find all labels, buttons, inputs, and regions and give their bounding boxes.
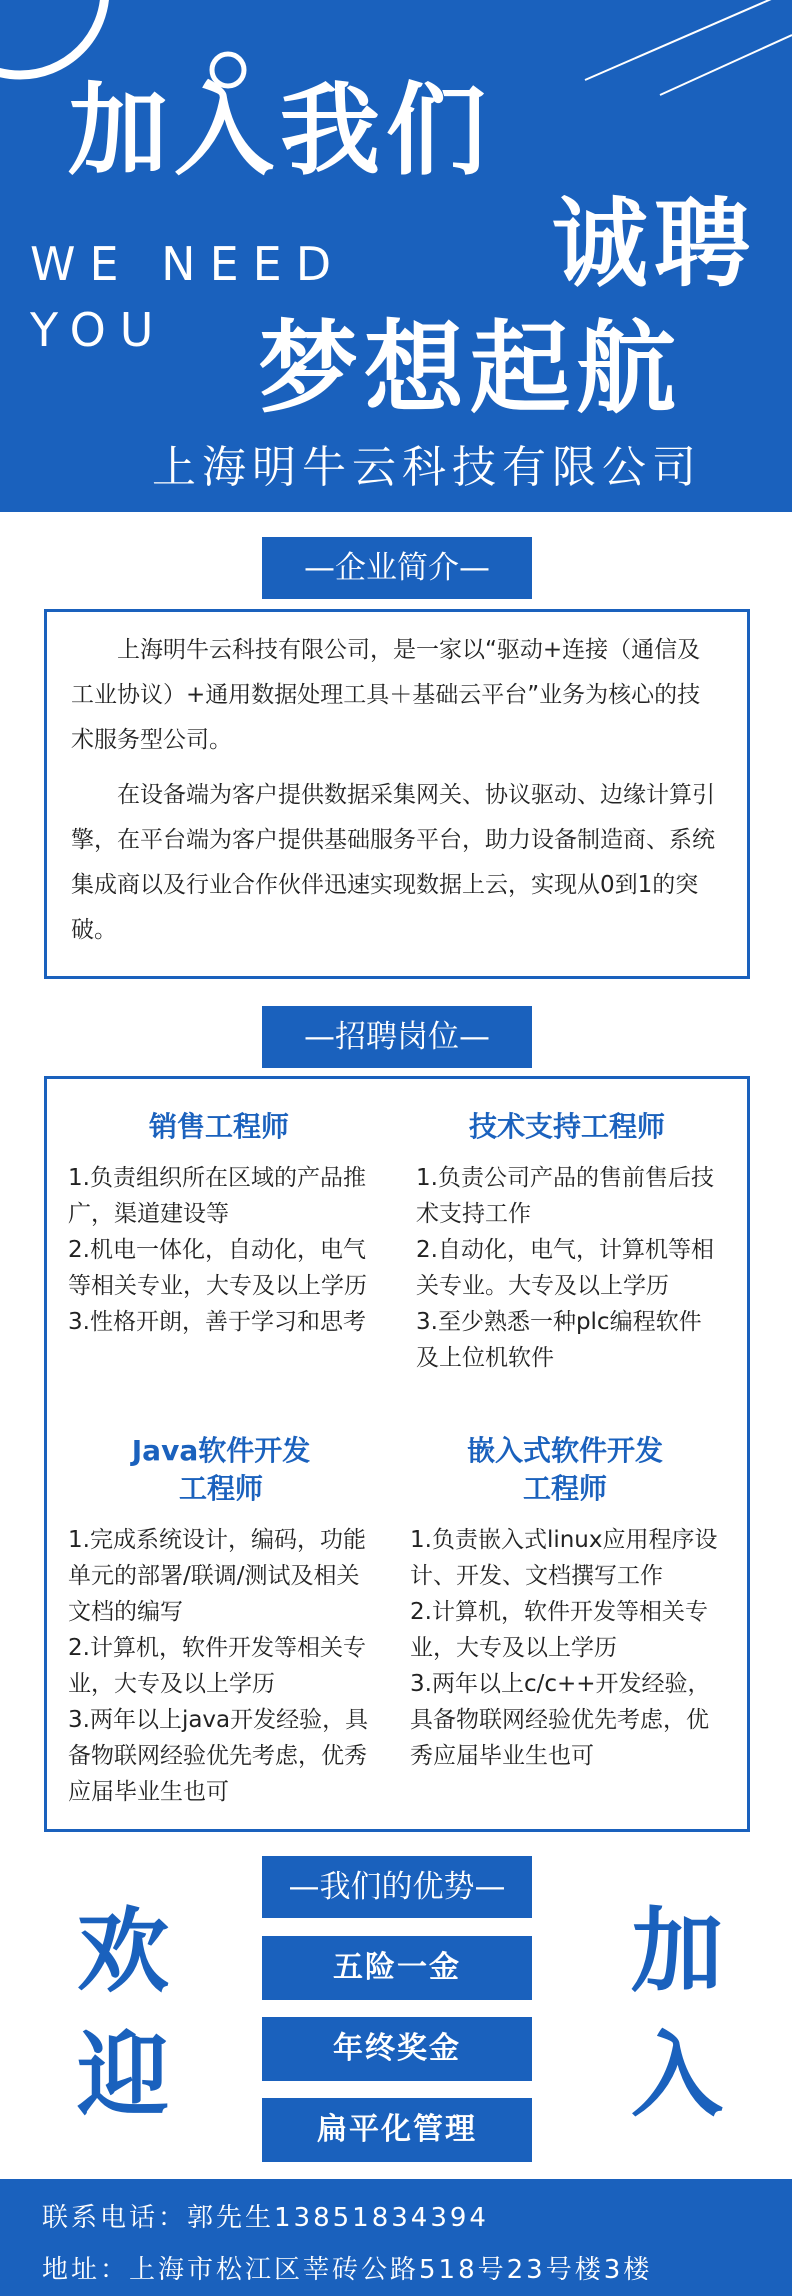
job-title: 技术支持工程师 — [468, 1110, 665, 1143]
contact-footer — [0, 2179, 792, 2296]
intro-box — [44, 609, 750, 979]
job-title: 销售工程师 — [148, 1110, 289, 1143]
hiring-title: 诚聘 — [552, 187, 756, 300]
intro-paragraph: 上海明牛云科技有限公司，是一家以“驱动+连接（通信及工业协议）+通用数据处理工具＋基础云平台”业务为核心的技术服务型公司。 — [71, 637, 701, 753]
job-description: 1.负责嵌入式linux应用程序设计、开发、文档撰写工作 2.计算机，软件开发等相关专业，大专及以上学历 3.两年以上c/c++开发经验，具备物联网经验优先考虑，优秀应届毕业生也可 — [410, 1527, 718, 1769]
header-banner — [0, 0, 792, 512]
advantage-item: 扁平化管理 — [262, 2098, 532, 2162]
welcome-char: 迎 — [76, 2021, 169, 2129]
headline: 加入我们 — [68, 71, 492, 189]
job-description: 1.负责公司产品的售前售后技术支持工作 2.自动化，电气，计算机等相关专业。大专及以上学历 3.至少熟悉一种plc编程软件及上位机软件 — [416, 1165, 714, 1371]
job-tech-support — [416, 1108, 718, 1376]
advantage-item: 五险一金 — [262, 1936, 532, 2000]
welcome-char: 欢 — [76, 1897, 169, 2005]
job-description: 1.完成系统设计，编码，功能单元的部署/联调/测试及相关文档的编写 2.计算机，软件开发等相关专业，大专及以上学历 3.两年以上java开发经验，具备物联网经验优先考虑，优秀应届毕业生也可 — [68, 1527, 369, 1805]
join-char: 加 — [630, 1897, 723, 2005]
job-sales — [68, 1108, 370, 1340]
slogan-en-line2: YOU — [30, 303, 168, 357]
job-description: 1.负责组织所在区域的产品推广，渠道建设等 2.机电一体化，自动化，电气等相关专业，大专及以上学历 3.性格开朗，善于学习和思考 — [68, 1165, 367, 1335]
advantages-section-title: —我们的优势— — [262, 1856, 532, 1918]
job-title: Java软件开发 工程师 — [131, 1434, 311, 1505]
intro-section-title: —企业简介— — [262, 537, 532, 599]
contact-address: 地址：上海市松江区莘砖公路518号23号楼3楼 — [42, 2255, 653, 2285]
job-title: 嵌入式软件开发 工程师 — [466, 1434, 663, 1505]
job-java — [68, 1432, 374, 1810]
dream-title: 梦想起航 — [258, 309, 682, 427]
company-name: 上海明牛云科技有限公司 — [152, 442, 702, 493]
advantage-item: 年终奖金 — [262, 2017, 532, 2081]
join-char: 入 — [630, 2021, 723, 2129]
intro-paragraph: 在设备端为客户提供数据采集网关、协议驱动、边缘计算引擎，在平台端为客户提供基础服务平台，助力设备制造商、系统集成商以及行业合作伙伴迅速实现数据上云，实现从0到1的突破。 — [71, 782, 715, 943]
contact-phone: 联系电话：郭先生13851834394 — [42, 2203, 489, 2233]
job-embedded — [410, 1432, 720, 1774]
slogan-en-line1: WE NEED — [30, 237, 346, 291]
jobs-section-title: —招聘岗位— — [262, 1006, 532, 1068]
